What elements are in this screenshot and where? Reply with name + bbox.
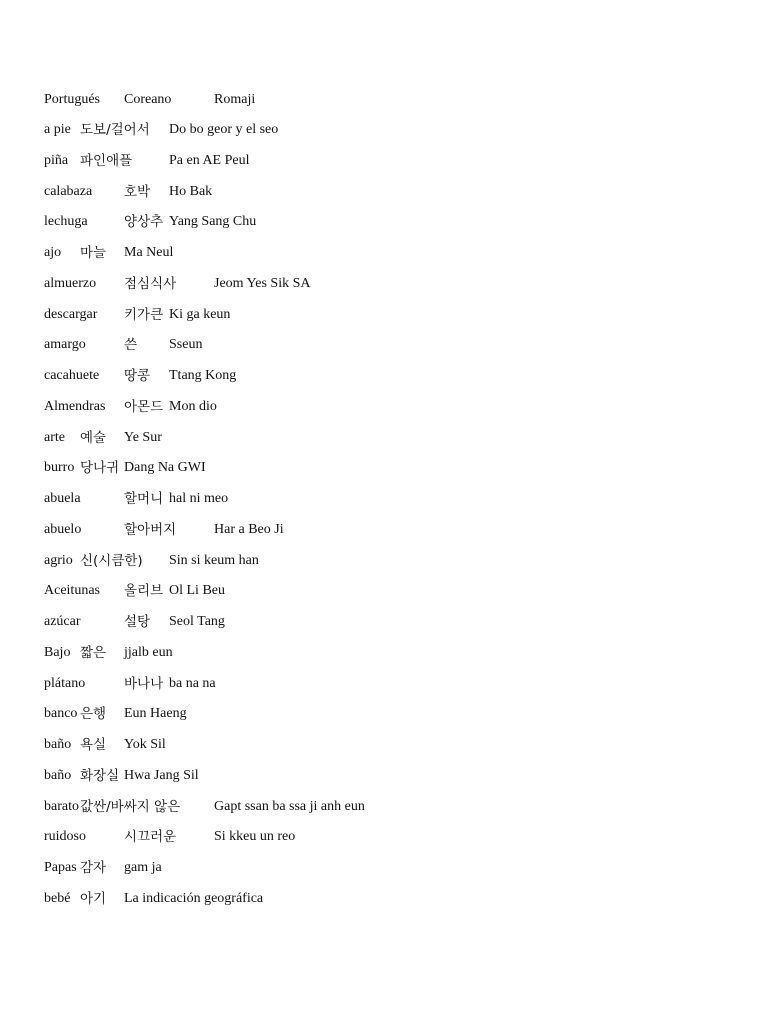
header-row [0,89,768,111]
spanish-word: bebé [44,891,71,906]
romaji-word: Jeom Yes Sik SA [214,276,311,291]
vocab-row [0,888,768,910]
korean-word: 할머니 [124,491,164,507]
romaji-word: jjalb eun [124,645,173,660]
header-portuguese: Portugués [44,92,100,107]
romaji-word: Dang Na GWI [124,460,206,475]
spanish-word: abuela [44,491,81,506]
spanish-word: baño [44,768,72,783]
korean-word: 아몬드 [124,399,164,415]
korean-word: 마늘 [80,245,107,261]
vocab-row [0,796,768,818]
spanish-word: banco [44,706,78,721]
spanish-word: cacahuete [44,368,100,383]
korean-word: 쓴 [124,337,138,353]
korean-word: 점심식사 [124,276,177,292]
korean-word: 예술 [80,430,107,446]
korean-word: 욕실 [80,737,107,753]
romaji-word: Ye Sur [124,430,162,445]
spanish-word: burro [44,460,75,475]
spanish-word: ajo [44,245,62,260]
korean-word: 바나나 [124,676,164,692]
korean-word: 은행 [80,706,107,722]
vocab-row [0,857,768,879]
spanish-word: Bajo [44,645,71,660]
vocab-row [0,488,768,510]
vocab-row [0,150,768,172]
romaji-word: Pa en AE Peul [169,153,250,168]
romaji-word: Ho Bak [169,184,213,199]
vocab-row [0,519,768,541]
spanish-word: a pie [44,122,71,137]
korean-word: 파인애플 [80,153,133,169]
vocab-row [0,427,768,449]
romaji-word: Ki ga keun [169,307,231,322]
spanish-word: lechuga [44,214,88,229]
korean-word: 아기 [80,891,107,907]
vocab-row [0,673,768,695]
vocab-row [0,119,768,141]
romaji-word: Sseun [169,337,203,352]
spanish-word: abuelo [44,522,82,537]
korean-word: 설탕 [124,614,151,630]
spanish-word: ruidoso [44,829,86,844]
romaji-word: Si kkeu un reo [214,829,296,844]
spanish-word: barato [44,799,79,814]
vocab-row [0,304,768,326]
korean-word: 당나귀 [80,460,120,476]
romaji-word: Sin si keum han [169,553,259,568]
romaji-word: Har a Beo Ji [214,522,284,537]
korean-word: 양상추 [124,214,164,230]
korean-word: 화장실 [80,768,120,784]
vocab-row [0,457,768,479]
spanish-word: agrio [44,553,73,568]
romaji-word: Yok Sil [124,737,166,752]
romaji-word: Gapt ssan ba ssa ji anh eun [214,799,365,814]
spanish-word: plátano [44,676,86,691]
korean-word: 도보/걸어서 [80,122,150,138]
vocab-row [0,642,768,664]
romaji-word: Yang Sang Chu [169,214,257,229]
vocab-row [0,734,768,756]
korean-word: 값싼/바싸지 않은 [80,799,181,815]
vocab-row [0,580,768,602]
romaji-word: Seol Tang [169,614,225,629]
korean-word: 땅콩 [124,368,151,384]
spanish-word: calabaza [44,184,93,199]
korean-word: 신(시큼한) [80,553,143,569]
romaji-word: Ol Li Beu [169,583,225,598]
spanish-word: azúcar [44,614,81,629]
spanish-word: descargar [44,307,98,322]
romaji-word: Eun Haeng [124,706,187,721]
vocab-row [0,273,768,295]
vocab-row [0,765,768,787]
header-romaji: Romaji [214,92,256,107]
romaji-word: ba na na [169,676,216,691]
korean-word: 할아버지 [124,522,177,538]
spanish-word: Almendras [44,399,106,414]
spanish-word: piña [44,153,69,168]
vocab-row [0,181,768,203]
romaji-word: La indicación geográfica [124,891,264,906]
romaji-word: hal ni meo [169,491,229,506]
vocab-row [0,365,768,387]
korean-word: 호박 [124,184,151,200]
spanish-word: arte [44,430,65,445]
vocab-row [0,242,768,264]
spanish-word: Papas [44,860,77,875]
spanish-word: almuerzo [44,276,97,291]
romaji-word: gam ja [124,860,162,875]
korean-word: 시끄러운 [124,829,177,845]
spanish-word: amargo [44,337,86,352]
spanish-word: Aceitunas [44,583,100,598]
vocab-row [0,334,768,356]
korean-word: 짧은 [80,645,107,661]
vocab-row [0,550,768,572]
romaji-word: Do bo geor y el seo [169,122,279,137]
vocab-row [0,211,768,233]
romaji-word: Hwa Jang Sil [124,768,199,783]
korean-word: 키가큰 [124,307,164,323]
vocab-row [0,703,768,725]
romaji-word: Ma Neul [124,245,174,260]
korean-word: 올리브 [124,583,164,599]
vocab-row [0,826,768,848]
vocab-row [0,611,768,633]
romaji-word: Ttang Kong [169,368,237,383]
spanish-word: baño [44,737,72,752]
korean-word: 감자 [80,860,107,876]
vocab-row [0,396,768,418]
header-korean: Coreano [124,92,172,107]
romaji-word: Mon dio [169,399,217,414]
